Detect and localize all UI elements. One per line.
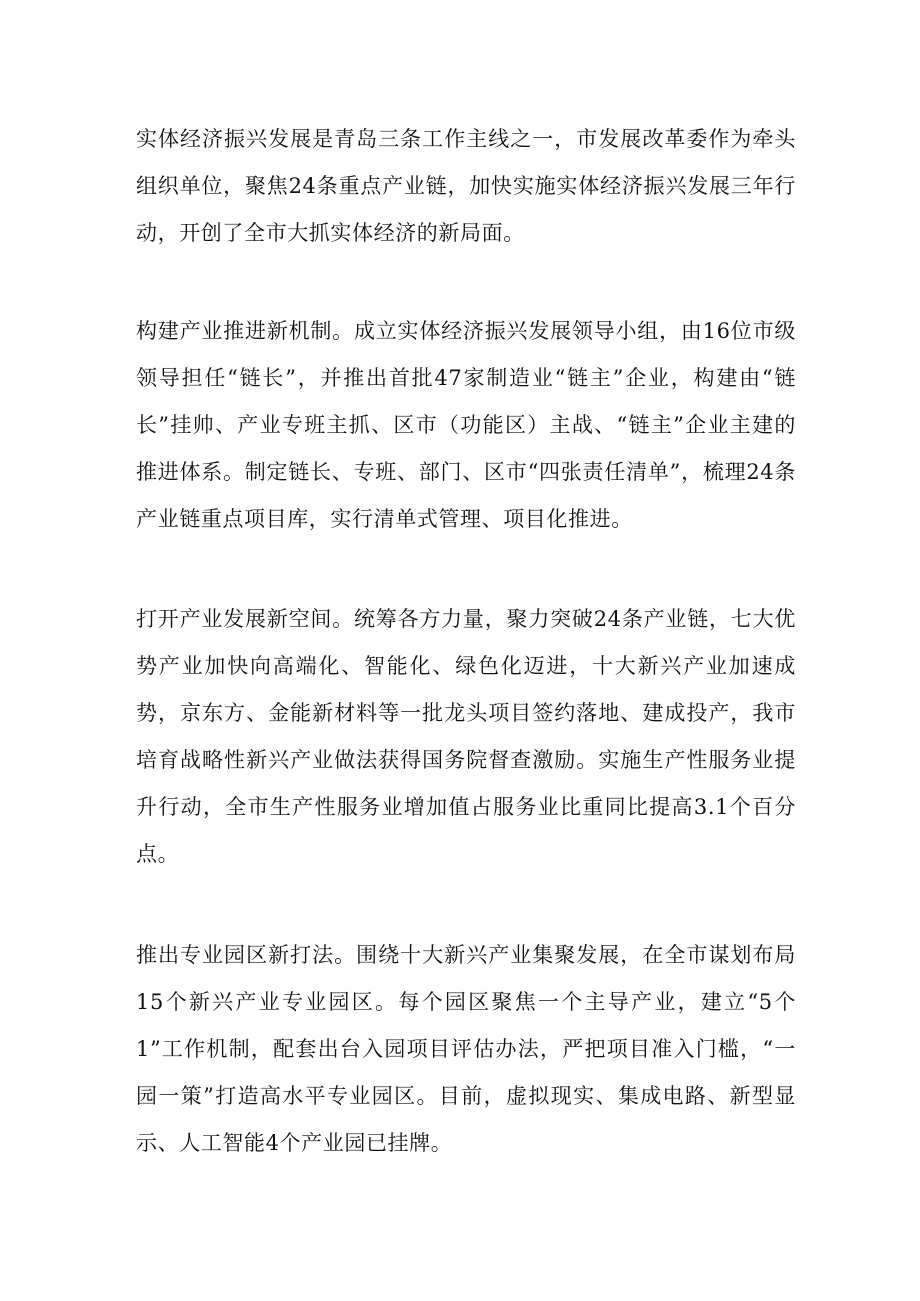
paragraph-new-space: 打开产业发展新空间。统筹各方力量，聚力突破24条产业链，七大优势产业加快向高端化、智能化、绿色化迈进，十大新兴产业加速成势，京东方、金能新材料等一批龙头项目签约落地、建成投产，我市培育战略性新兴产业做法获得国务院督查激励。实施生产性服务业提升行动，全市生产性服务业增加值占服务业比重同比提高3.1个百分点。 [136,607,796,866]
paragraph-intro: 实体经济振兴发展是青岛三条工作主线之一，市发展改革委作为牵头组织单位，聚焦24条重点产业链，加快实施实体经济振兴发展三年行动，开创了全市大抓实体经济的新局面。 [136,127,796,245]
paragraph-industrial-parks: 推出专业园区新打法。围绕十大新兴产业集聚发展，在全市谋划布局15个新兴产业专业园区。每个园区聚焦一个主导产业，建立“5个1”工作机制，配套出台入园项目评估办法，严把项目准入门槛，“一园一策”打造高水平专业园区。目前，虚拟现实、集成电路、新型显示、人工智能4个产业园已挂牌。 [136,943,796,1155]
paragraph-new-mechanism: 构建产业推进新机制。成立实体经济振兴发展领导小组，由16位市级领导担任“链长”，并推出首批47家制造业“链主”企业，构建由“链长”挂帅、产业专班主抓、区市（功能区）主战、“链主”企业主建的推进体系。制定链长、专班、部门、区市“四张责任清单”，梳理24条产业链重点项目库，实行清单式管理、项目化推进。 [136,319,796,531]
